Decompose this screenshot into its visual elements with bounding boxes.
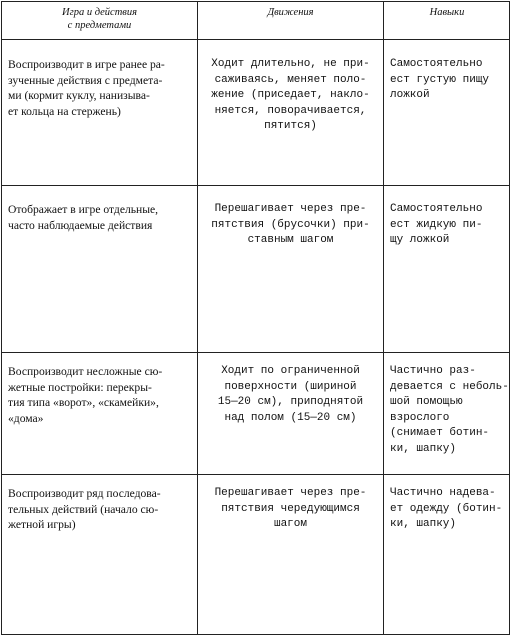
- row-4-skills: Частично надева- ет одежду (ботин- ки, шапку): [390, 487, 503, 530]
- row-2-games-actions: Отображает в игре отдельные, часто наблюдаемые действия: [8, 203, 159, 232]
- row-3-games-actions: Воспроизводит несложные сю- жетные постройки: перекры- тия типа «ворот», «скамейки», «дома»: [8, 365, 163, 425]
- development-table: [1, 1, 510, 635]
- header-divider: [2, 39, 509, 40]
- row-4-movements: Перешагивает через пре- пятствия чередующимся шагом: [214, 487, 367, 530]
- row-4-games-actions: Воспроизводит ряд последова- тельных действий (начало сю- жетной игры): [8, 487, 161, 531]
- header-skills: Навыки: [429, 7, 465, 18]
- column-divider-2: [383, 2, 384, 634]
- row-3-skills: Частично раз- девается с неболь- шой помощью взрослого (снимает ботин- ки, шапку): [390, 365, 509, 455]
- row-divider-2: [2, 352, 509, 353]
- row-divider-1: [2, 185, 509, 186]
- header-games-actions: Игра и действия с предметами: [62, 7, 137, 31]
- row-1-skills: Самостоятельно ест густую пищу ложкой: [390, 58, 490, 101]
- row-1-games-actions: Воспроизводит в игре ранее ра- зученные действия с предмета- ми (кормит куклу, нанизыва- ет кольца на стержень): [8, 58, 165, 118]
- row-2-skills: Самостоятельно ест жидкую пи- щу ложкой: [390, 203, 483, 246]
- row-1-movements: Ходит длительно, не при- саживаясь, меняет поло- жение (приседает, накло- няется, поворачивается, пятится): [211, 58, 370, 132]
- row-2-movements: Перешагивает через пре- пятствия (брусочки) при- ставным шагом: [211, 203, 370, 246]
- row-3-movements: Ходит по ограниченной поверхности (шириной 15—20 см), приподнятой над полом (15—20 см): [217, 365, 364, 424]
- header-movements: Движения: [267, 7, 314, 18]
- row-divider-3: [2, 474, 509, 475]
